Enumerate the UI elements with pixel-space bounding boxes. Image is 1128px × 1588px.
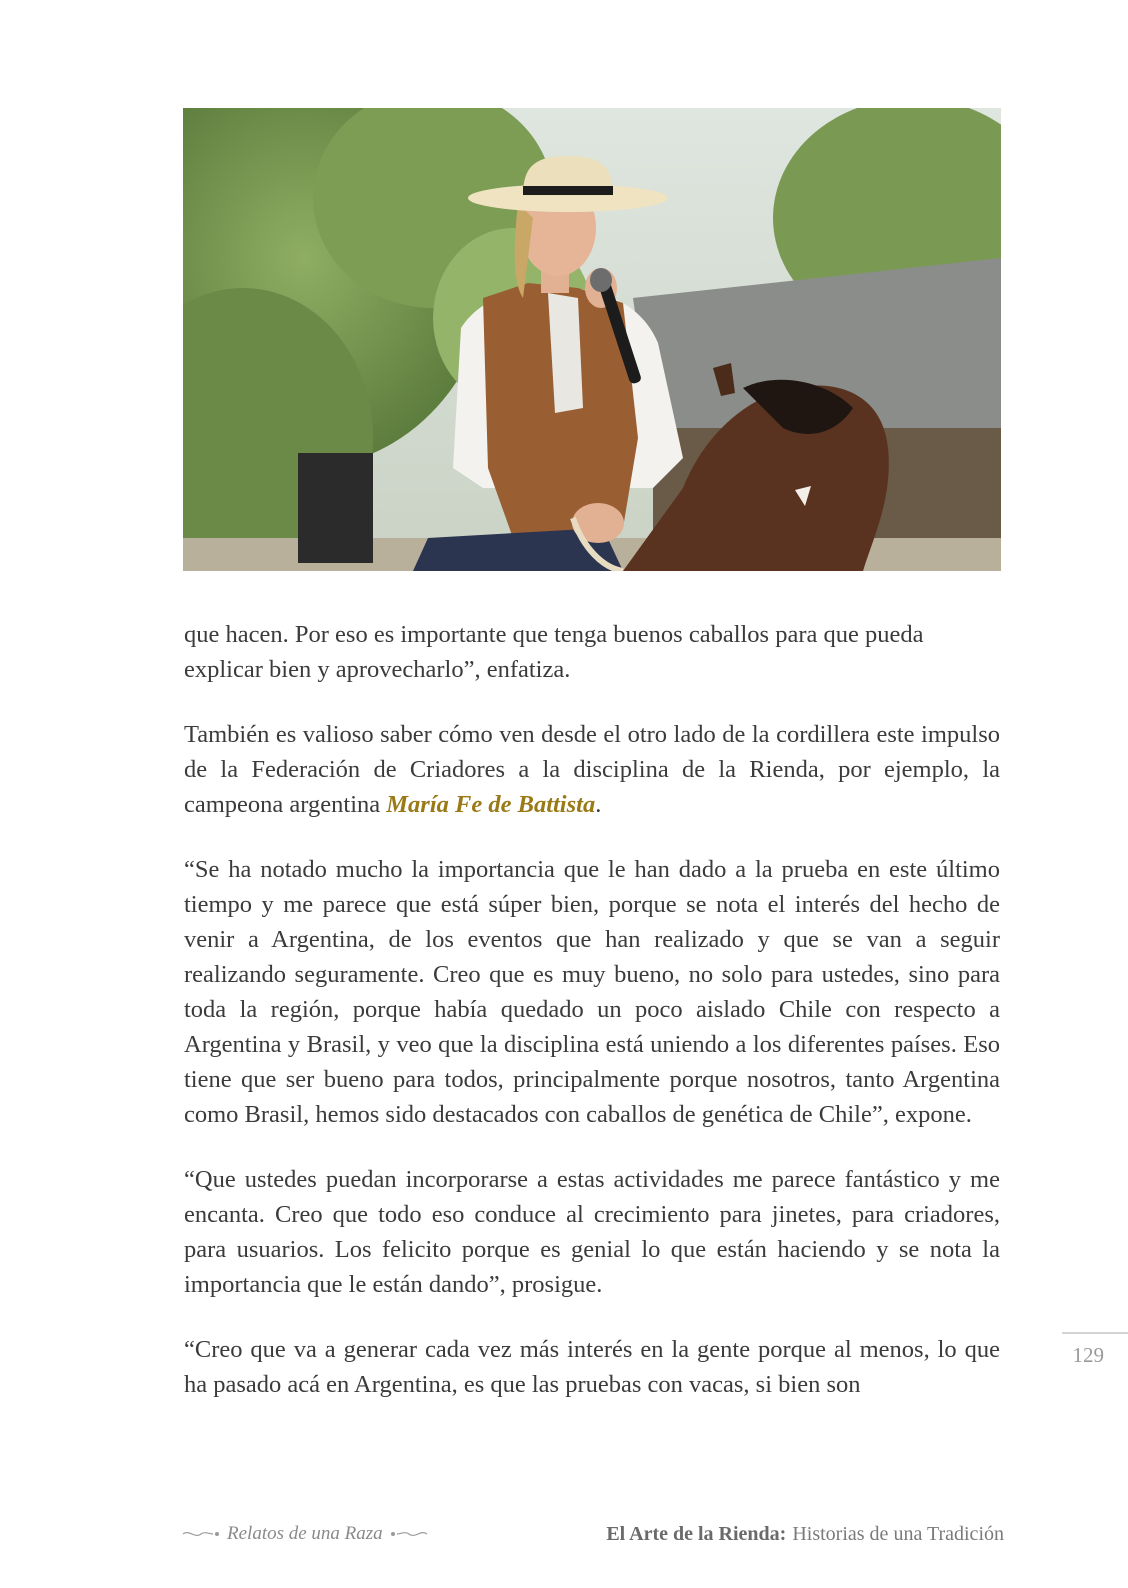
- footer-book-title: Relatos de una Raza: [227, 1523, 383, 1544]
- paragraph-3: “Se ha notado mucho la importancia que le han dado a la prueba en este último tiempo y me parece que está súper bien, porque se nota el interés del hecho de venir a Argentina, de los eventos que han realizado y que se van a seguir realizando seguramente. Creo que es muy bueno, no solo para ustedes, sino para toda la región, porque había quedado un poco aislado Chile con respecto a Argentina y Brasil, y veo que la disciplina está uniendo a los diferentes países. Eso tiene que ser bueno para todos, principalmente porque nosotros, tanto Argentina como Brasil, hemos sido destacados con caballos de genética de Chile”, expone.: [184, 856, 1000, 1128]
- article-body: [184, 617, 1000, 1432]
- footer-left: [181, 1521, 429, 1547]
- footer-series-subtitle: Historias de una Tradición: [792, 1522, 1004, 1545]
- photo-illustration: [183, 108, 1001, 571]
- footer-right: [606, 1521, 1004, 1547]
- photo-rider-with-microphone: [183, 108, 1001, 571]
- left-swash-icon: [181, 1528, 221, 1540]
- paragraph-5: “Creo que va a generar cada vez más interés en la gente porque al menos, lo que ha pasado acá en Argentina, es que las pruebas con vacas, si bien son: [184, 1336, 1000, 1398]
- paragraph-2: [184, 717, 1000, 822]
- page-number: 129: [1072, 1343, 1104, 1367]
- right-swash-icon: [389, 1528, 429, 1540]
- page-number-rule: [1062, 1332, 1128, 1334]
- paragraph-2-lead: También es valioso saber cómo ven desde el otro lado de la cordillera este impulso de la Federación de Criadores a la disciplina de la Rienda, por ejemplo, la campeona argentina: [184, 721, 1000, 818]
- highlighted-name: María Fe de Battista: [386, 791, 596, 818]
- paragraph-4: “Que ustedes puedan incorporarse a estas actividades me parece fantástico y me encanta. Creo que todo eso conduce al crecimiento para jinetes, para criadores, para usuarios. Los felicito porque es genial lo que están haciendo y se nota la importancia que le están dando”, prosigue.: [184, 1166, 1000, 1298]
- paragraph-2-end: .: [595, 791, 602, 818]
- paragraph-1: que hacen. Por eso es importante que tenga buenos caballos para que pueda explicar bien y aprovecharlo”, enfatiza.: [184, 621, 924, 683]
- footer-series-title: El Arte de la Rienda:: [606, 1522, 787, 1545]
